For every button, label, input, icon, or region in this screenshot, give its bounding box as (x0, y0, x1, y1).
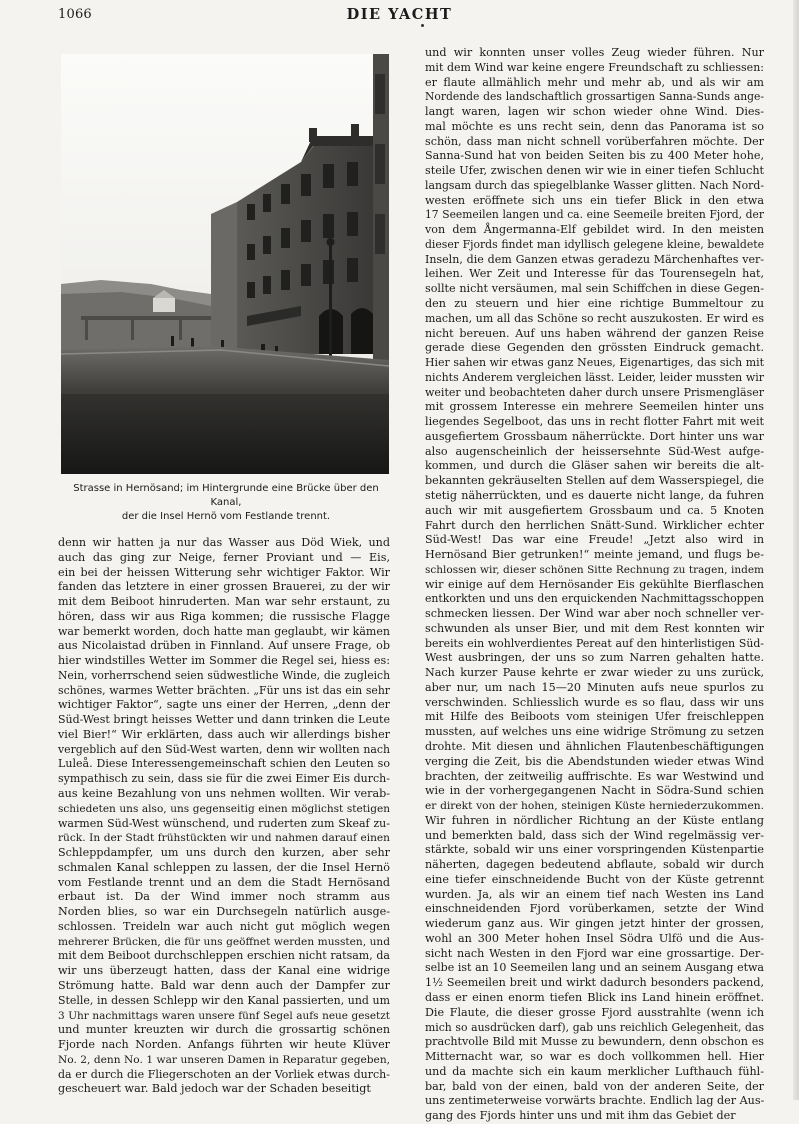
page-number: 1066 (58, 7, 92, 22)
text-line: wurden. Ja, als wir an einem tief nach Westen ins Land (425, 887, 764, 901)
text-line: Strömung hatte. Bald war denn auch der Dampfer zur (58, 978, 390, 992)
text-line: stärkte, sobald wir uns einer vorspringenden Küstenpartie (425, 843, 764, 857)
text-line: Süd-West! Das war eine Freude! „Jetzt also wird in (425, 533, 764, 547)
text-line: Wir fuhren in nördlicher Richtung an der Küste entlang (425, 813, 764, 827)
text-line: mal möchte es uns recht sein, denn das Panorama ist so (425, 119, 764, 133)
text-line: nichts Anderem vergleichen lässt. Leider, leider mussten wir (425, 370, 764, 384)
text-line: drohte. Mit diesen und ähnlichen Flautenbeschäftigungen (425, 739, 764, 753)
text-line: und munter kreuzten wir durch die grossartig schönen (58, 1023, 390, 1037)
text-line: aber nur, um nach 15—20 Minuten aufs neue spurlos zu (425, 680, 764, 694)
text-line: wir uns überzeugt hatten, dass der Kanal eine widrige (58, 964, 390, 978)
text-line: gang des Fjords hinter uns und mit ihm das Gebiet der (425, 1109, 736, 1123)
text-line: schlossen wir, dieser schönen Sitte Rechnung zu tragen, indem (425, 563, 764, 576)
text-line: langt waren, lagen wir schon wieder ohne Wind. Dies- (425, 105, 764, 119)
text-line: gescheuert war. Bald jedoch war der Schaden beseitigt (58, 1082, 371, 1096)
text-line: nicht bereuen. Auf uns haben während der ganzen Reise (425, 326, 764, 340)
text-line: wiederum ganz aus. Wir gingen jetzt hinter der grossen, (425, 917, 764, 931)
text-line: bar, bald von der einen, bald von der anderen Seite, der (425, 1079, 764, 1093)
text-line: 1½ Seemeilen breit und wirkt dadurch besonders packend, (425, 976, 764, 990)
text-line: also augenscheinlich der heissersehnte Süd-West aufge- (425, 444, 764, 458)
text-line: steile Ufer, zwischen denen wir wie in einer tiefen Schlucht (425, 164, 764, 178)
caption-line: der die Insel Hernö vom Festlande trennt. (121, 511, 331, 522)
text-line: Nein, vorherrschend seien südwestliche Winde, die zugleich (58, 668, 390, 682)
text-line: näherten, dagegen bedeutend abflaute, sobald wir durch (425, 858, 764, 872)
text-line: mehrerer Brücken, die für uns geöffnet werden mussten, und (58, 935, 390, 948)
text-line: 3 Uhr nachmittags waren unsere fünf Segel aufs neue gesetzt (58, 1009, 390, 1022)
text-line: langsam durch das spiegelblanke Wasser glitten. Nach Nord- (425, 178, 764, 192)
text-line: verschwinden. Schliesslich wurde es so flau, dass wir uns (425, 695, 764, 709)
text-line: Stelle, in dessen Schlepp wir den Kanal passierten, und um (58, 993, 390, 1007)
text-line: Norden blies, so war ein Durchsegeln natürlich ausge- (58, 905, 390, 919)
text-line: Hernösand Bier getrunken!“ meinte jemand, und flugs be- (425, 548, 764, 562)
text-line: Die Flaute, die dieser grosse Fjord ausstrahlte (wenn ich (425, 1005, 764, 1019)
text-line: Nach kurzer Pause kehrte er zwar wieder zu uns zurück, (425, 666, 764, 680)
text-line: sympathisch zu sein, dass sie für die zwei Eimer Eis durch- (58, 772, 390, 786)
text-line: schön, dass man nicht schnell vorüberfahren möchte. Der (425, 134, 764, 148)
text-line: auch das ging zur Neige, ferner Proviant und — Eis, (58, 550, 390, 564)
text-line: viel Bier!“ Wir erklärten, dass auch wir allerdings bisher (58, 727, 390, 741)
text-line: vom Festlande trennt und an dem die Stadt Hernösand (58, 875, 390, 889)
text-line: mit dem Beiboot durchschleppen erschien nicht ratsam, da (58, 949, 390, 963)
text-line: rück. In der Stadt frühstückten wir und nahmen darauf einen (58, 832, 390, 845)
text-line: er direkt von der hohen, steinigen Küste herniederzukommen. (425, 799, 764, 813)
text-line: vergeblich auf den Süd-West warten, denn wir wollten nach (58, 742, 390, 756)
text-line: erbaut ist. Da der Wind immer noch stramm aus (58, 890, 390, 904)
text-line: dieser Fjords findet man idyllisch gelegene kleine, bewaldete (425, 237, 764, 251)
text-line: Nordende des landschaftlich grossartigen Sanna-Sunds ange- (425, 90, 764, 104)
text-line: hier windstilles Wetter im Sommer die Regel sei, hiess es: (58, 654, 390, 668)
text-line: mit dem Wind war keine engere Freundschaft zu schliessen: (425, 60, 764, 74)
text-line: stetig näherrückten, und es dauerte nicht lange, da fuhren (425, 488, 764, 502)
text-line: eine tiefer einschneidende Bucht von der Küste getrennt (425, 872, 764, 886)
text-line: mit Hilfe des Beiboots vom steinigen Ufer freischleppen (425, 710, 764, 724)
text-line: sicht nach Westen in den Fjord war eine grossartige. Der- (425, 946, 764, 960)
text-line: Mitternacht war, so war es doch vollkommen hell. Hier (425, 1050, 764, 1064)
text-line: Inseln, die dem Ganzen etwas geradezu Märchenhaftes ver- (425, 252, 764, 266)
ornament-dot (421, 24, 424, 27)
text-line: selbe ist an 10 Seemeilen lang und an seinem Ausgang etwa (425, 961, 764, 975)
text-line: kommen, und durch die Gläser sahen wir bereits die alt- (425, 459, 764, 473)
text-line: Luleå. Diese Interessengemeinschaft schien den Leuten so (58, 757, 390, 771)
text-line: dass er einen enorm tiefen Blick ins Land hinein eröffnet. (425, 991, 764, 1004)
running-title: DIE YACHT (346, 6, 453, 23)
text-line: uns zentimeterweise vorwärts brachte. Endlich lag der Aus- (425, 1094, 765, 1108)
text-line: er flaute allmählich mehr und mehr ab, und als wir am (425, 75, 764, 89)
text-line: entkorkten und uns den erquickenden Nachmittagsschoppen (425, 592, 764, 606)
scan-edge (793, 0, 799, 1100)
right-text-column (425, 46, 764, 1124)
text-line: wichtiger Faktor“, sagte uns einer der Herren, „denn der (58, 698, 390, 712)
text-line: No. 2, denn No. 1 war unseren Damen in Reparatur gegeben, (58, 1053, 390, 1066)
text-line: westen eröffnete sich uns ein tiefer Blick in den etwa (425, 193, 764, 207)
text-line: denn wir hatten ja nur das Wasser aus Död Wiek, und (58, 536, 390, 549)
text-line: machen, um all das Schöne so recht auszukosten. Er wird es (425, 311, 764, 325)
text-line: aus keine Bezahlung von uns nehmen wollten. Wir verab- (58, 787, 390, 801)
text-line: prachtvolle Bild mit Musse zu bewundern, denn obschon es (425, 1035, 764, 1049)
text-line: Sanna-Sund hat von beiden Seiten bis zu 400 Meter hohe, (425, 149, 764, 163)
text-line: hören, dass wir aus Riga kommen; die russische Flagge (58, 609, 390, 623)
caption-line: Strasse in Hernösand; im Hintergrunde eine Brücke über den Kanal, (73, 483, 379, 508)
text-line: einschneidenden Fjord vorüberkamen, setzte der Wind (425, 902, 764, 916)
text-line: schiedeten uns also, uns gegenseitig einen möglichst stetigen (58, 802, 390, 815)
text-line: Schleppdampfer, um uns durch den kurzen, aber sehr (58, 846, 390, 860)
text-line: Fahrt durch den herrlichen Snätt-Sund. Wirklicher echter (425, 518, 764, 532)
text-line: mussten, auf welches uns eine widrige Strömung zu setzen (425, 725, 764, 739)
text-line: schlossen. Treideln war auch nicht gut möglich wegen (58, 919, 390, 933)
text-line: wir einige auf dem Hernösander Eis gekühlte Bierflaschen (425, 577, 764, 591)
text-line: Fjorde nach Norden. Anfangs führten wir heute Klüver (58, 1038, 390, 1052)
text-line: von dem Ångermanna-Elf gebildet wird. In den meisten (425, 223, 764, 237)
text-line: fanden das letztere in einer grossen Brauerei, zu der wir (58, 580, 390, 594)
text-line: da er durch die Fliegerschoten an der Vorliek etwas durch- (58, 1067, 390, 1081)
text-line: weiter und beobachteten daher durch unsere Prismengläser (425, 385, 764, 399)
text-line: sollte nicht versäumen, mal sein Schiffchen in diese Gegen- (425, 282, 764, 296)
text-line: schmecken liessen. Der Wind war aber noch schneller ver- (425, 607, 764, 621)
text-line: und wir konnten unser volles Zeug wieder führen. Nur (425, 46, 764, 59)
text-line: wie in der vorhergegangenen Nacht in Södra-Sund schien (425, 784, 764, 798)
text-line: war bemerkt worden, doch hatte man geglaubt, wir kämen (58, 624, 390, 638)
text-line: aus Nicolaistad drüben in Finnland. Auf unsere Frage, ob (58, 639, 390, 653)
text-line: verging die Zeit, bis die Abendstunden wieder etwas Wind (425, 754, 764, 768)
text-line: Süd-West bringt heisses Wetter und dann trinken die Leute (58, 713, 390, 727)
text-line: ausgefiertem Grossbaum näherrückte. Dort hinter uns war (425, 429, 764, 443)
text-line: gerade diese Gegenden den grössten Eindruck gemacht. (425, 341, 764, 355)
text-line: ein bei der heissen Witterung sehr wichtiger Faktor. Wir (58, 565, 390, 579)
text-line: brachten, der zeitweilig auffrischte. Es war Westwind und (425, 769, 764, 783)
text-line: bekannten gekräuselten Stellen auf dem Wasserspiegel, die (425, 474, 764, 488)
text-line: schmalen Kanal schleppen zu lassen, der die Insel Hernö (58, 860, 390, 874)
text-line: warmen Süd-West wünschend, und ruderten zum Skeaf zu- (58, 816, 390, 830)
text-line: Hier sahen wir etwas ganz Neues, Eigenartiges, das sich mit (425, 356, 764, 370)
text-line: liegendes Segelboot, das uns in recht flotter Fahrt mit weit (425, 415, 764, 429)
text-line: mich so ausdrücken darf), gab uns reichlich Gelegenheit, das (425, 1020, 764, 1034)
text-line: mit grossem Interesse ein mehrere Seemeilen hinter uns (425, 400, 764, 414)
text-line: schwunden als unser Bier, und mit dem Rest konnten wir (425, 621, 764, 635)
text-line: und da machte sich ein kaum merklicher Lufthauch fühl- (425, 1064, 764, 1078)
text-line: West ausbringen, der uns so zum Narren gehalten hatte. (425, 651, 764, 665)
text-line: auch wir mit ausgefiertem Grossbaum und ca. 5 Knoten (425, 503, 764, 517)
left-text-column (58, 536, 390, 1097)
text-line: wohl an 300 Meter hohen Insel Södra Ulfö und die Aus- (425, 931, 764, 945)
text-line: 17 Seemeilen langen und ca. eine Seemeile breiten Fjord, der (425, 208, 764, 222)
text-line: und bemerkten bald, dass sich der Wind regelmässig ver- (425, 828, 764, 842)
text-line: leihen. Wer Zeit und Interesse für das Tourensegeln hat, (425, 267, 764, 281)
text-line: schönes, warmes Wetter brächten. „Für uns ist das ein sehr (58, 683, 390, 697)
figure-caption (58, 482, 394, 524)
text-line: bereits ein wohlverdientes Pereat auf den hinterlistigen Süd- (425, 636, 764, 650)
street-photograph (61, 54, 389, 474)
text-line: den zu steuern und hier eine richtige Bummeltour zu (425, 297, 764, 311)
text-line: mit dem Beiboot hinruderten. Man war sehr erstaunt, zu (58, 595, 390, 609)
